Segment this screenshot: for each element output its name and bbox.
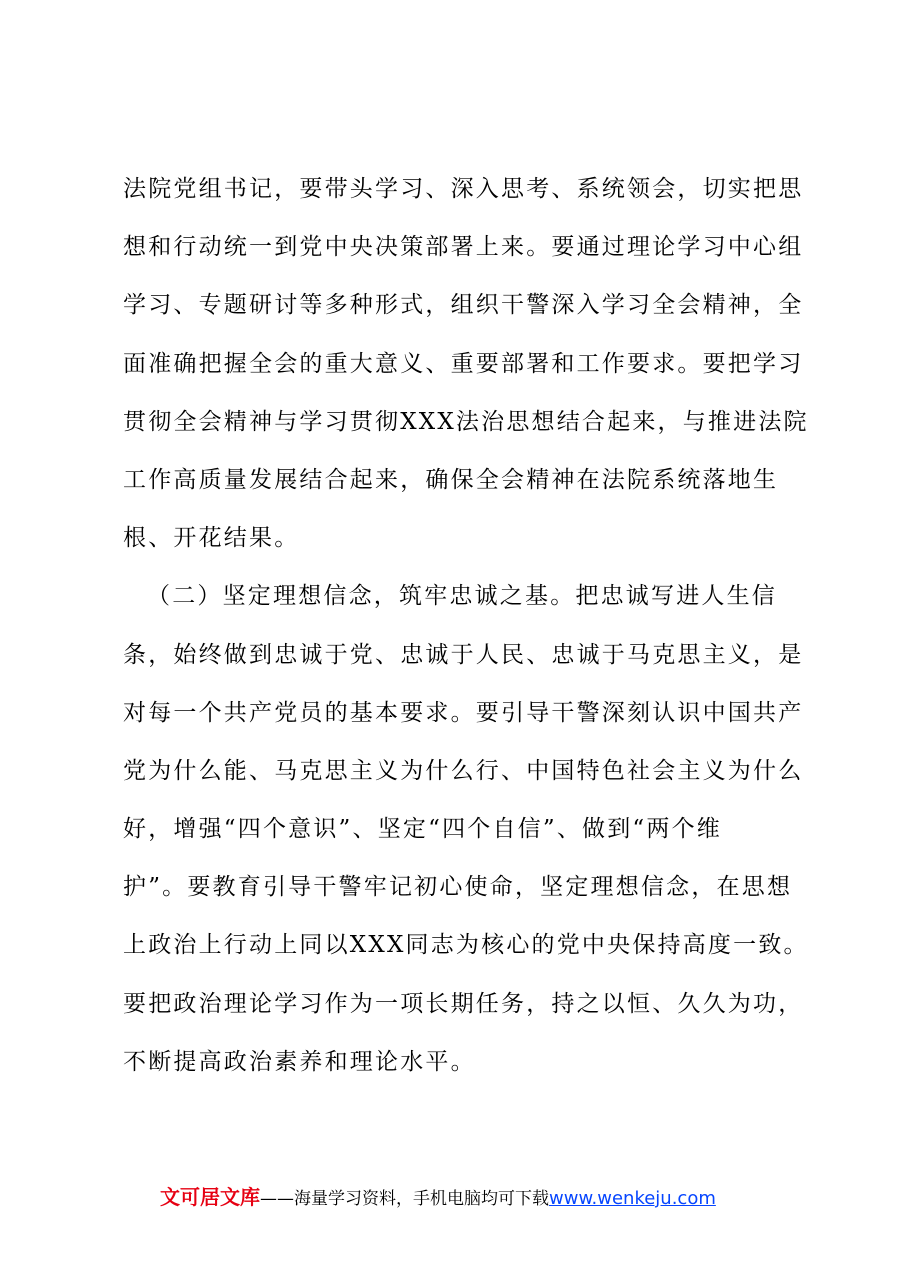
body-line: 上政治上行动上同以XXX同志为核心的党中央保持高度一致。 xyxy=(123,932,809,959)
body-line: 对每一个共产党员的基本要求。要引导干警深刻认识中国共产 xyxy=(123,699,804,726)
body-line: 根、开花结果。 xyxy=(123,525,300,552)
body-line: 要把政治理论学习作为一项长期任务，持之以恒、久久为功， xyxy=(123,990,804,1017)
footer-tagline: ——海量学习资料，手机电脑均可下载 xyxy=(260,1189,549,1209)
body-line: 护”。要教育引导干警牢记初心使命，坚定理想信念，在思想 xyxy=(123,874,793,901)
body-line: 不断提高政治素养和理论水平。 xyxy=(123,1048,476,1075)
section-heading-line: （二）坚定理想信念，筑牢忠诚之基。把忠诚写进人生信 xyxy=(147,583,777,610)
footer-banner xyxy=(160,1181,716,1213)
body-line: 面准确把握全会的重大意义、重要部署和工作要求。要把学习 xyxy=(123,350,804,377)
body-line: 贯彻全会精神与学习贯彻XXX法治思想结合起来，与推进法院 xyxy=(123,408,809,435)
body-line: 学习、专题研讨等多种形式，组织干警深入学习全会精神，全 xyxy=(123,292,804,319)
body-line: 条，始终做到忠诚于党、忠诚于人民、忠诚于马克思主义，是 xyxy=(123,641,804,668)
body-line: 工作高质量发展结合起来，确保全会精神在法院系统落地生 xyxy=(123,466,779,493)
website-link[interactable]: www.wenkeju.com xyxy=(549,1188,716,1209)
document-body xyxy=(123,160,809,1091)
brand-name: 文可居文库 xyxy=(160,1185,260,1209)
body-line: 想和行动统一到党中央决策部署上来。要通过理论学习中心组 xyxy=(123,234,804,261)
body-line: 党为什么能、马克思主义为什么行、中国特色社会主义为什么 xyxy=(123,757,804,784)
body-line: 法院党组书记，要带头学习、深入思考、系统领会，切实把思 xyxy=(123,176,804,202)
body-line: 好，增强“四个意识”、坚定“四个自信”、做到“两个维 xyxy=(123,816,722,843)
